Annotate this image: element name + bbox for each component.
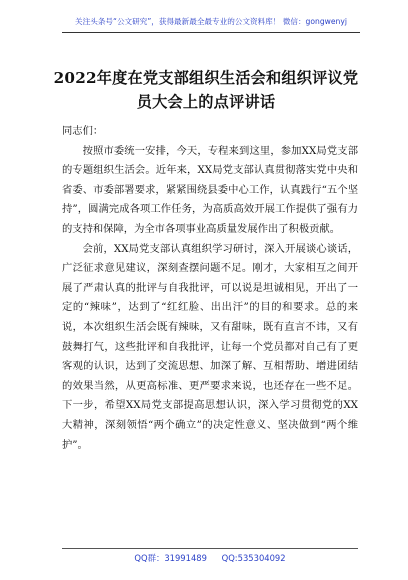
footer (62, 548, 358, 569)
salutation: 同志们： (62, 125, 104, 137)
footer-qq: QQ:535304092 (221, 553, 286, 563)
paragraph-2: 会前，XX局党支部认真组织学习研讨，深入开展谈心谈话，广泛征求意见建议，深刻查摆问题不足。刚才，大家相互之间开展了严肃认真的批评与自我批评，可以说是坦诚相见，开出了一定的“辣味”，达到了“红红脸、出出汗”的目的和要求。总的来说，本次组织生活会既有辣味，又有甜味，既有直言不讳，又有鼓舞打气，这些批评和自我批评，让每一个党员都对自己有了更客观的认识，达到了交流思想、加深了解、互相帮助、增进团结的效果当然，从更高标准、更严要求来说，也还存在一些不足。下一步，希望XX局党支部提高思想认识，深入学习贯彻党的XX大精神，深刻领悟“两个确立”的决定性意义、坚决做到“两个维护”。 (62, 242, 358, 451)
document-body (62, 122, 358, 455)
document-title: 2022年度在党支部组织生活会和组织评议党员大会上的点评讲话 (53, 69, 359, 111)
header-banner: 关注头条号“公文研究”，获得最新最全最专业的公文资料库！ 微信：gongwenyj (62, 12, 360, 33)
footer-qq-group: QQ群：31991489 (134, 553, 207, 563)
paragraph-1: 按照市委统一安排，今天，专程来到这里，参加XX局党支部的专题组织生活会。近年来，XX局党支部认真贯彻落实党中央和省委、市委部署要求，紧紧围绕县委中心工作，认真践行“五个坚持”，圆满完成各项工作任务，为高质高效开展工作提供了强有力的支持和保障，为全市各项事业高质量发展作出了积极贡献。 (62, 144, 358, 235)
